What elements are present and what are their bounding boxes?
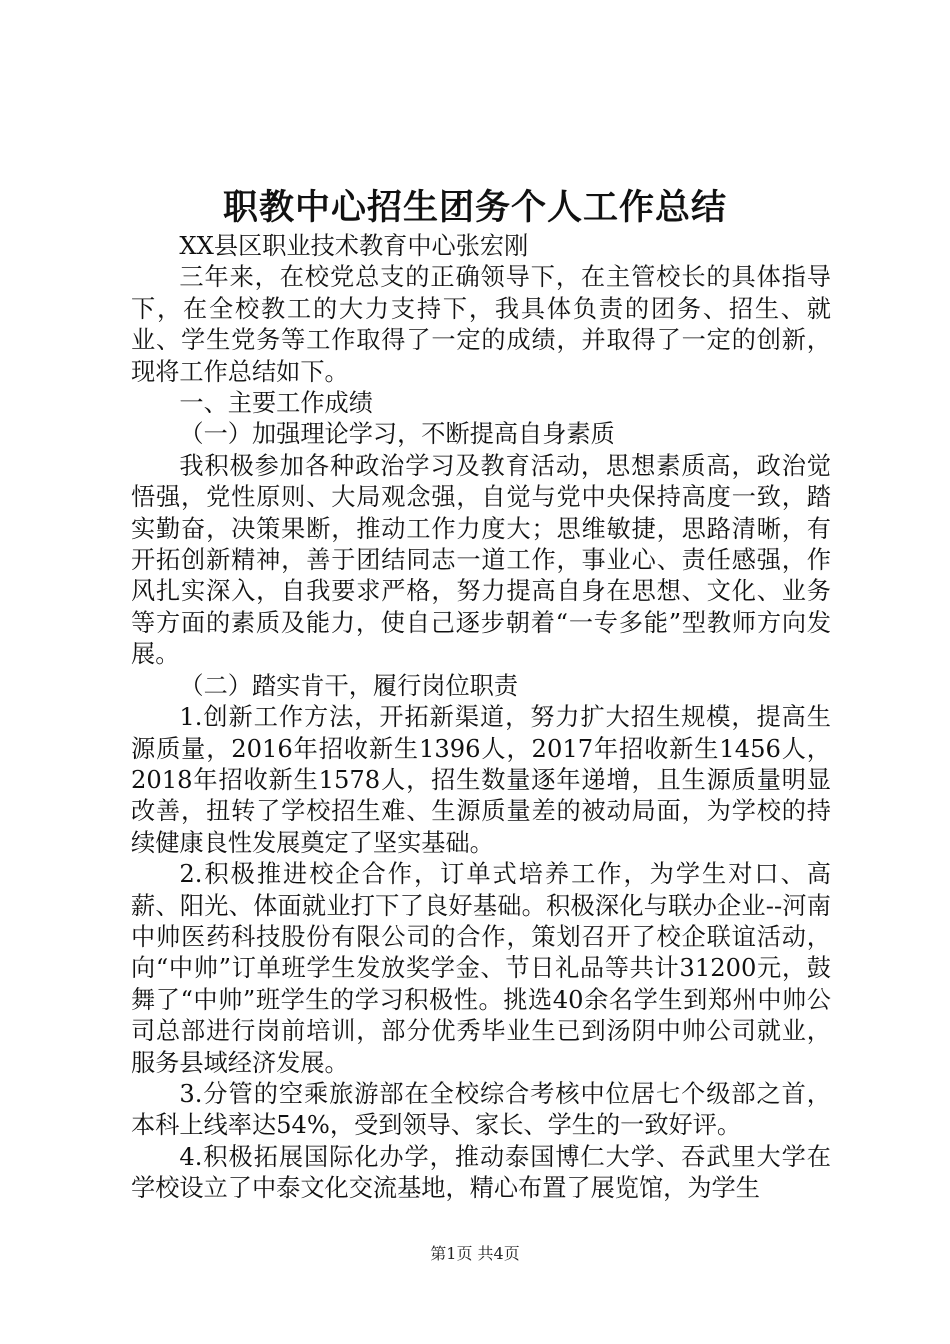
paragraph: 我积极参加各种政治学习及教育活动，思想素质高，政治觉悟强，党性原则、大局观念强，自觉与党中央保持高度一致，踏实勤奋，决策果断，推动工作力度大；思维敏捷，思路清晰，有开拓创新精神，善于团结同志一道工作，事业心、责任感强，作风扎实深入，自我要求严格，努力提高自身在思想、文化、业务等方面的素质及能力，使自己逐步朝着“一专多能”型教师方向发展。 (131, 451, 831, 669)
page-footer: 第1页 共4页 (430, 1244, 520, 1263)
author-line: XX县区职业技术教育中心张宏刚 (179, 232, 529, 260)
subsection-heading: （一）加强理论学习，不断提高自身素质 (179, 420, 615, 449)
paragraph: 4.积极拓展国际化办学，推动泰国博仁大学、吞武里大学在学校设立了中泰文化交流基地，精心布置了展览馆，为学生 (131, 1142, 831, 1203)
subsection-heading: （二）踏实肯干，履行岗位职责 (179, 671, 519, 700)
document-body (131, 231, 831, 1205)
paragraph: 2.积极推进校企合作，订单式培养工作，为学生对口、高薪、阳光、体面就业打下了良好基础。积极深化与联办企业--河南中帅医药科技股份有限公司的合作，策划召开了校企联谊活动，向“中帅”订单班学生发放奖学金、节日礼品等共计31200元，鼓舞了“中帅”班学生的学习积极性。挑选40余名学生到郑州中帅公司总部进行岗前培训，部分优秀毕业生已到汤阴中帅公司就业，服务县域经济发展。 (131, 860, 831, 1077)
paragraph: 3.分管的空乘旅游部在全校综合考核中位居七个级部之首，本科上线率达54%，受到领导、家长、学生的一致好评。 (131, 1079, 831, 1140)
document-title: 职教中心招生团务个人工作总结 (222, 187, 727, 228)
section-heading: 一、主要工作成绩 (179, 389, 373, 418)
paragraph: 1.创新工作方法，开拓新渠道，努力扩大招生规模，提高生源质量，2016年招收新生1396人，2017年招收新生1456人，2018年招收新生1578人，招生数量逐年递增，且生源质量明显改善，扭转了学校招生难、生源质量差的被动局面，为学校的持续健康良性发展奠定了坚实基础。 (131, 703, 831, 857)
paragraph: 三年来，在校党总支的正确领导下，在主管校长的具体指导下，在全校教工的大力支持下，我具体负责的团务、招生、就业、学生党务等工作取得了一定的成绩，并取得了一定的创新，现将工作总结如下。 (131, 263, 831, 386)
